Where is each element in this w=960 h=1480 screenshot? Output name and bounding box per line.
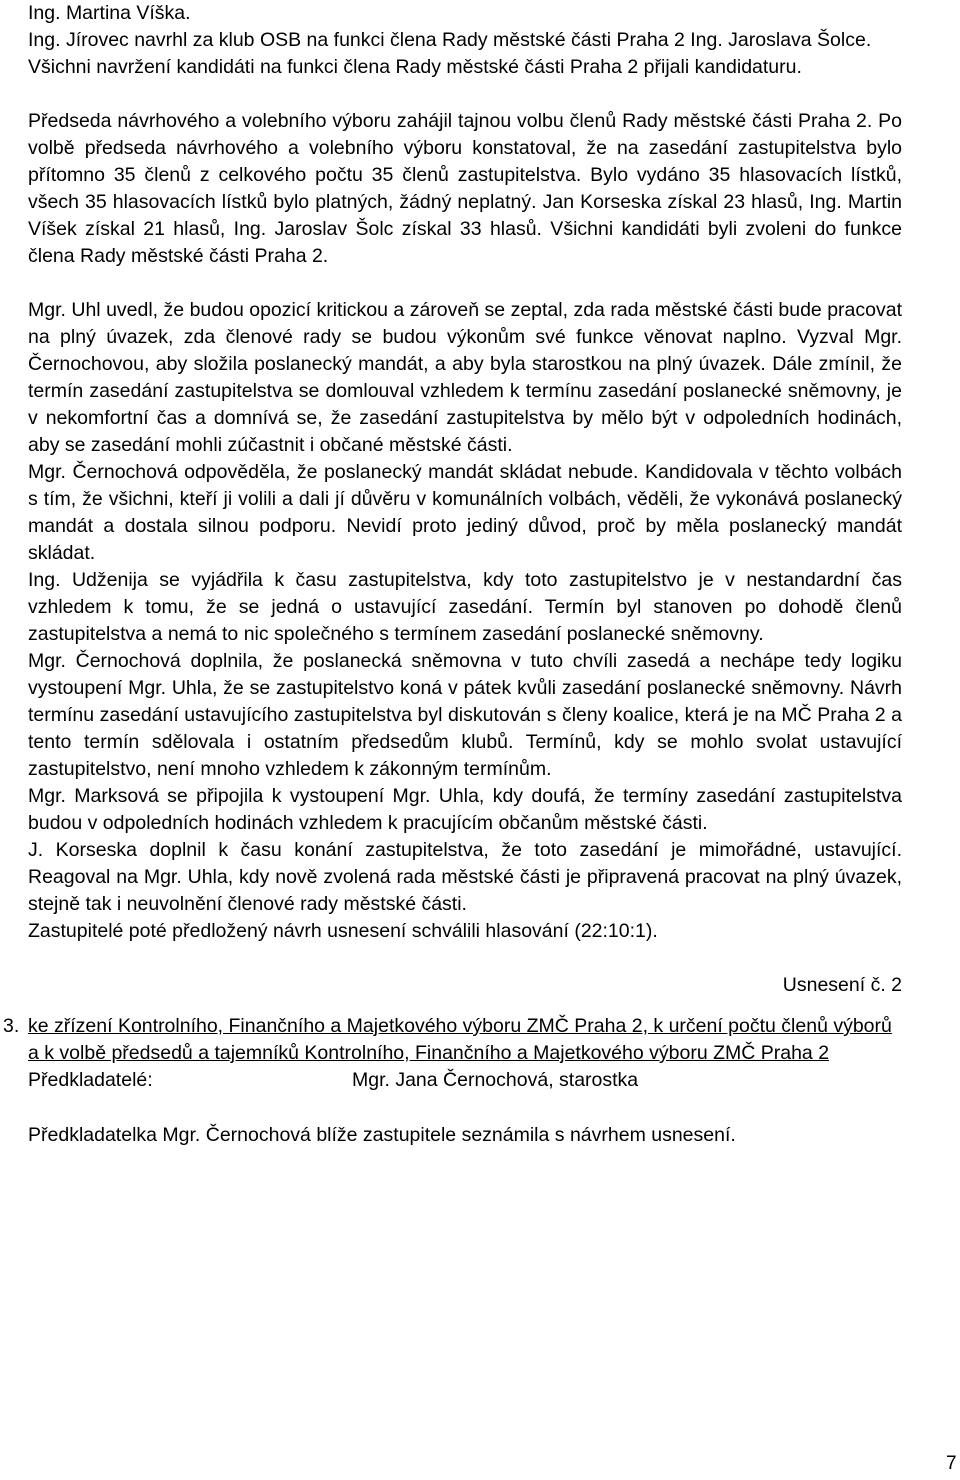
election-paragraph: Předseda návrhového a volebního výboru zahájil tajnou volbu členů Rady městské části Praha 2. Po volbě předseda návrhového a volebního výboru konstatoval, že na zasedání zastupitelstva bylo přítomno 35 členů z celkového počtu 35 členů zastupitelstva. Bylo vydáno 35 hlasovacích lístků, všech 35 hlasovacích lístků bylo platných, žádný neplatný. Jan Korseska získal 23 hlasů, Ing. Martin Víšek získal 21 hlasů, Ing. Jaroslav Šolc získal 33 hlasů. Všichni kandidáti byli zvoleni do funkce člena Rady městské části Praha 2.: [28, 110, 902, 267]
discussion-korseska: J. Korseska doplnil k času konání zastupitelstva, že toto zasedání je mimořádné, ustavující. Reagoval na Mgr. Uhla, kdy nově zvolená rada městské části je připravená pracovat na plný úvazek, stejně tak i neuvolnění členové rady městské části.: [28, 839, 902, 915]
line-nominee-solc: Ing. Jírovec navrhl za klub OSB na funkci člena Rady městské části Praha 2 Ing. Jaroslava Šolce.: [28, 29, 872, 51]
agenda-item: 3. ke zřízení Kontrolního, Finančního a Majetkového výboru ZMČ Praha 2, k určení počtu členů výborů a k volbě předsedů a tajemníků Kontrolního, Finančního a Majetkového výboru ZMČ Praha 2: [28, 1013, 902, 1067]
discussion-uhl: Mgr. Uhl uvedl, že budou opozicí kritickou a zároveň se zeptal, zda rada městské části bude pracovat na plný úvazek, zda členové rady se budou výkonům své funkce věnovat naplno. Vyzval Mgr. Černochovou, aby složila poslanecký mandát, a aby byla starostkou na plný úvazek. Dále zmínil, že termín zasedání zastupitelstva se domlouval vzhledem k termínu zasedání poslanecké sněmovny, je v nekomfortní čas a domnívá se, že zasedání zastupitelstva by mělo být v odpoledních hodinách, aby se zasedání mohli zúčastnit i občané městské části.: [28, 299, 902, 456]
discussion-cernochova-2: Mgr. Černochová doplnila, že poslanecká sněmovna v tuto chvíli zasedá a nechápe tedy logiku vystoupení Mgr. Uhla, že se zastupitelstvo koná v pátek kvůli zasedání poslanecké sněmovny. Návrh termínu zasedání ustavujícího zastupitelstva byl diskutován s členy koalice, která je na MČ Praha 2 a tento termín sdělovala i ostatním předsedům klubů. Termínů, kdy se mohlo svolat ustavující zastupitelstvo, není mnoho vzhledem k zákonným termínům.: [28, 650, 902, 780]
discussion-udzenija: Ing. Udženija se vyjádřila k času zastupitelstva, kdy toto zastupitelstvo je v nestandardní čas vzhledem k tomu, že se jedná o ustavující zasedání. Termín byl stanoven po dohodě členů zastupitelstva a nemá to nic společného s termínem zasedání poslanecké sněmovny.: [28, 569, 902, 645]
presenter-label: Předkladatelé:: [28, 1069, 153, 1091]
resolution-number: Usnesení č. 2: [782, 974, 902, 996]
page-number: 7: [946, 1453, 957, 1474]
presenter-name: Mgr. Jana Černochová, starostka: [352, 1069, 639, 1091]
discussion-cernochova-1: Mgr. Černochová odpověděla, že poslanecký mandát skládat nebude. Kandidovala v těchto volbách s tím, že všichni, kteří ji volili a dali jí důvěru v komunálních volbách, věděli, že vykonává poslanecký mandát a dostala silnou podporu. Nevidí proto jediný důvod, proč by měla poslanecký mandát skládat.: [28, 461, 902, 564]
line-candidates-accepted: Všichni navržení kandidáti na funkci člena Rady městské části Praha 2 přijali kandidaturu.: [28, 56, 802, 78]
agenda-item-title: ke zřízení Kontrolního, Finančního a Majetkového výboru ZMČ Praha 2, k určení počtu členů výborů a k volbě předsedů a tajemníků Kontrolního, Finančního a Majetkového výboru ZMČ Praha 2: [28, 1015, 892, 1064]
discussion-vote: Zastupitelé poté předložený návrh usnesení schválili hlasování (22:10:1).: [28, 920, 658, 942]
line-nominee-visek: Ing. Martina Víška.: [28, 2, 191, 24]
document-page: [3, 0, 902, 1149]
discussion-marksova: Mgr. Marksová se připojila k vystoupení Mgr. Uhla, kdy doufá, že termíny zasedání zastupitelstva budou v odpoledních hodinách vzhledem k pracujícím občanům městské části.: [28, 785, 902, 834]
presenter-row: [28, 1067, 902, 1094]
closing-line: Předkladatelka Mgr. Černochová blíže zastupitele seznámila s návrhem usnesení.: [28, 1124, 736, 1146]
